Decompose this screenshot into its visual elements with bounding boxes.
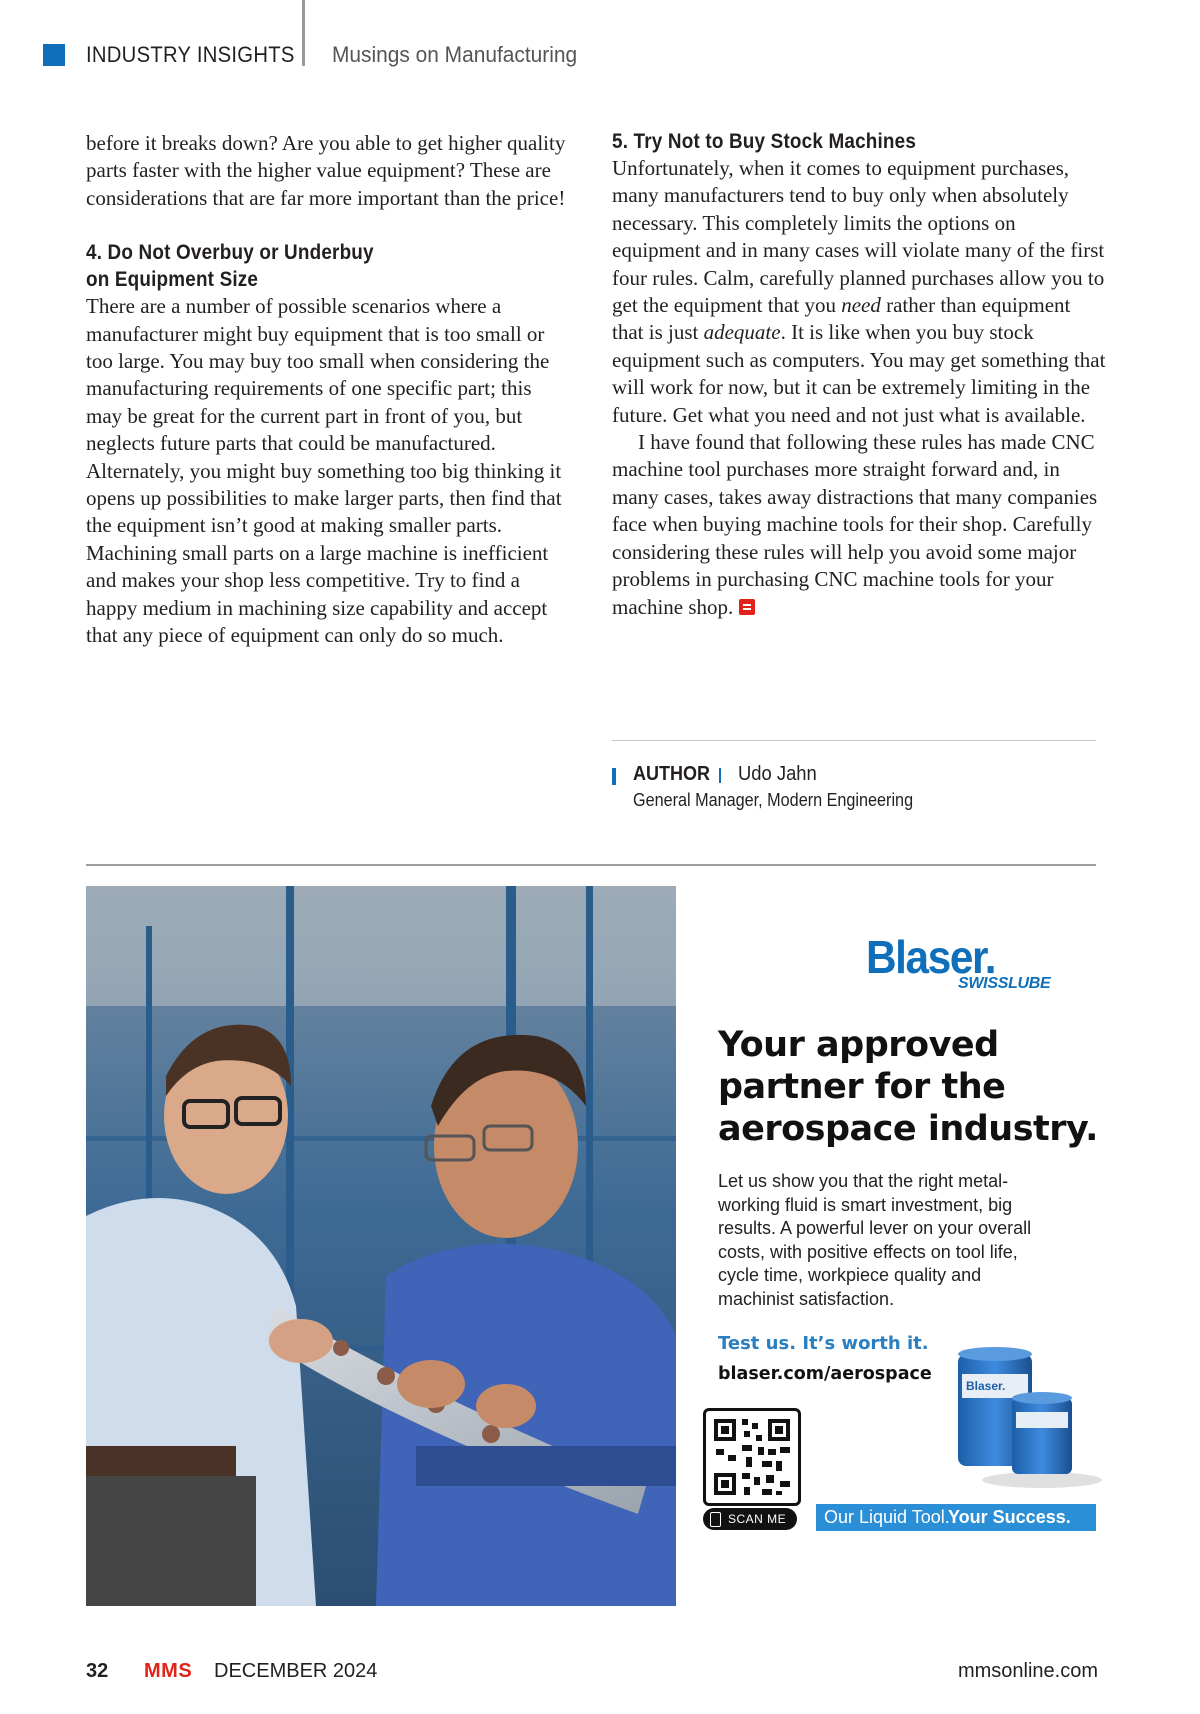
advertisement-divider xyxy=(86,864,1096,866)
rule5-emphasis-adequate: adequate xyxy=(703,320,781,345)
closing-paragraph xyxy=(612,429,1106,621)
page-number: 32 xyxy=(86,1660,109,1682)
author-label: AUTHOR xyxy=(633,763,710,785)
lubricant-drums-icon xyxy=(952,1340,1102,1490)
headline-line: partner for the xyxy=(718,1067,1006,1107)
intro-paragraph: before it breaks down? Are you able to get higher quality parts faster with the higher value equipment? These are considerations that are far more important than the price! xyxy=(86,131,566,210)
qr-code-icon xyxy=(706,1411,798,1503)
scan-me-label: SCAN ME xyxy=(728,1512,787,1526)
advertisement-tagline xyxy=(816,1504,1096,1531)
rule4-paragraph: There are a number of possible scenarios where a manufacturer might buy equipment that is too small or too large. You may buy too small when considering the manufacturing requirements of one specific part; this may be great for the current part in front of you, but neglects future parts that could be manufactured. Alternately, you might buy something too big thinking it opens up possibilities to make larger parts, then find that the equipment isn’t good at making smaller parts. Machining small parts on a large machine is inefficient and makes your shop less competitive. Try to find a happy medium in machining size capability and accept that any piece of equipment can only do so much. xyxy=(86,294,562,648)
rule5-text-c: . It is like when you buy stock equipment such as computers. You may get something that will work for now, but it can be extremely limiting in the future. Get what you need and not just what is available. xyxy=(612,320,1106,427)
headline-line: aerospace industry. xyxy=(718,1109,1098,1149)
section-title: INDUSTRY INSIGHTS xyxy=(86,42,295,67)
phone-icon xyxy=(710,1512,721,1527)
product-drums-image xyxy=(952,1340,1102,1490)
article-left-column xyxy=(86,130,572,650)
swisslube-logo: SWISSLUBE xyxy=(958,975,1051,992)
advertisement-headline xyxy=(718,1024,1098,1150)
scan-me-button[interactable] xyxy=(703,1508,797,1530)
machinists-inspecting-part-image xyxy=(86,886,676,1606)
advertisement-body: Let us show you that the right metal-working fluid is smart investment, big results. A powerful lever on your overall costs, with positive effects on tool life, cycle time, workpiece quality and machinist satisfaction. xyxy=(718,1171,1032,1309)
section-marker xyxy=(43,44,65,66)
author-marker xyxy=(612,768,616,785)
blaser-logo: Blaser. xyxy=(866,931,996,983)
headline-line: Your approved xyxy=(718,1025,999,1065)
article-end-icon xyxy=(739,599,755,615)
qr-code[interactable] xyxy=(703,1408,801,1506)
website-link[interactable]: mmsonline.com xyxy=(957,1660,1098,1682)
header-divider xyxy=(302,0,305,66)
author-divider xyxy=(612,740,1096,741)
issue-date: DECEMBER 2024 xyxy=(214,1660,378,1682)
tagline-bold: Your Success. xyxy=(948,1507,1071,1527)
advertisement-photo xyxy=(86,886,676,1606)
rule4-heading-line2: on Equipment Size xyxy=(86,268,259,292)
advertisement-link[interactable]: blaser.com/aerospace xyxy=(718,1364,932,1384)
drum-brand-label: Blaser. xyxy=(966,1379,1006,1393)
tagline-light: Our Liquid Tool. xyxy=(824,1507,950,1527)
author-name: Udo Jahn xyxy=(738,763,817,785)
author-separator xyxy=(719,768,721,783)
rule5-emphasis-need: need xyxy=(841,293,881,318)
rule5-text-a: Unfortunately, when it comes to equipment purchases, many manufacturers tend to buy only when absolutely necessary. This completely limits the options on equipment and in many cases will violate many of the first four rules. Calm, carefully planned purchases allow you to get the equipment that you xyxy=(612,156,1105,318)
rule5-heading: 5. Try Not to Buy Stock Machines xyxy=(612,130,917,153)
rule5-paragraph xyxy=(612,155,1106,429)
article-right-column xyxy=(612,128,1106,621)
rule4-heading-line1: 4. Do Not Overbuy or Underbuy xyxy=(86,241,374,265)
closing-text: I have found that following these rules has made CNC machine tool purchases more straight forward and, in many cases, takes away distractions that many companies face when buying machine tools for their shop. Carefully considering these rules will help you avoid some major problems in purchasing CNC machine tools for your machine shop. xyxy=(612,430,1098,619)
rule5-text-b: rather than equipment that is just xyxy=(612,293,1071,345)
magazine-brand: MMS xyxy=(144,1660,193,1682)
column-title: Musings on Manufacturing xyxy=(332,42,578,67)
author-title: General Manager, Modern Engineering xyxy=(633,790,914,810)
advertisement-cta: Test us. It’s worth it. xyxy=(718,1333,929,1354)
